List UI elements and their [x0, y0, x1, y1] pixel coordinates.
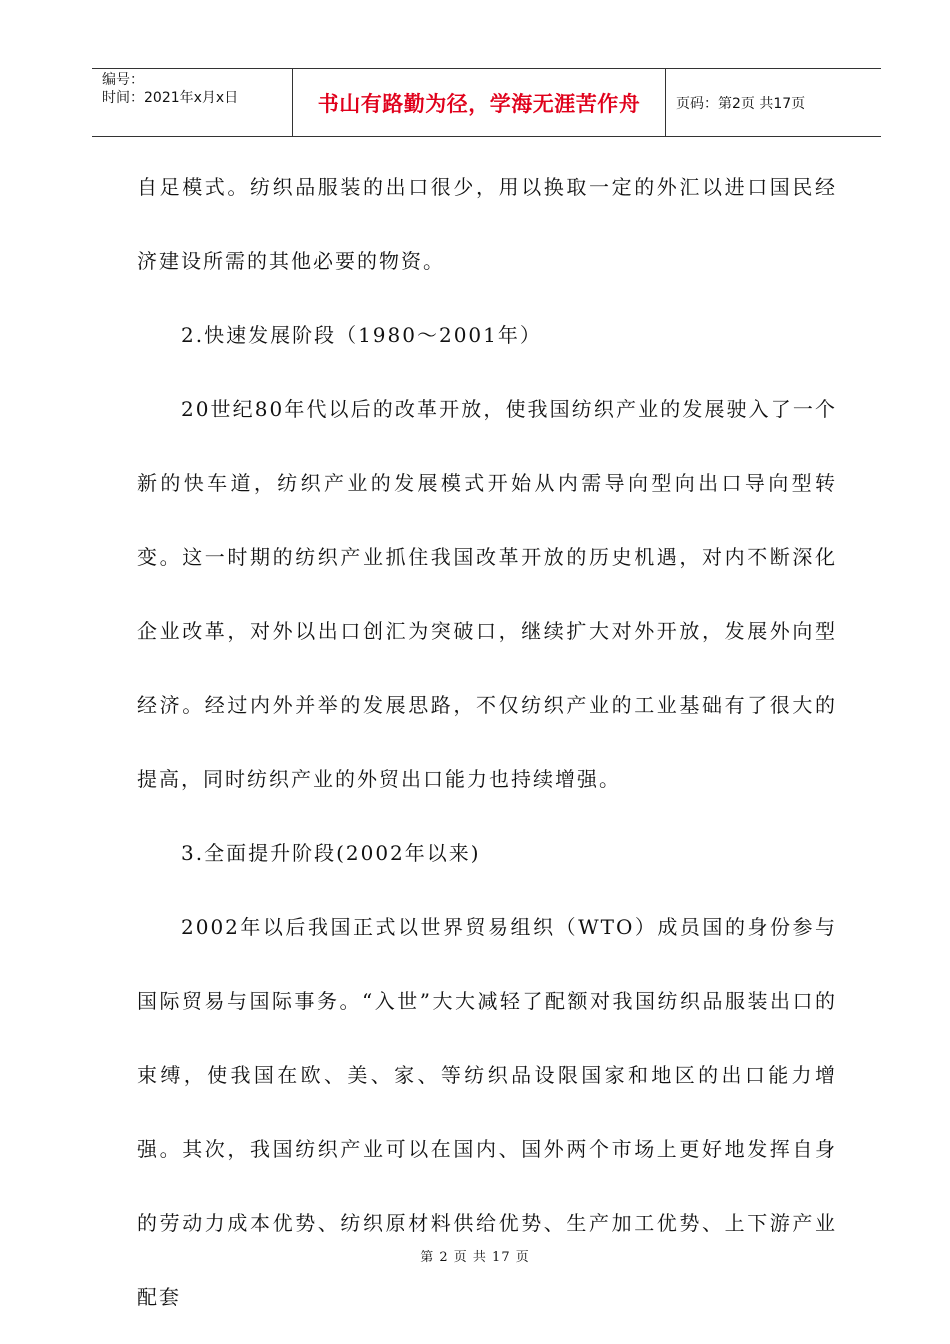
header-meta: [92, 69, 293, 136]
number-label: 编号：: [102, 72, 144, 88]
document-body: [137, 150, 837, 1334]
page-header: [92, 68, 881, 137]
header-page-info: 页码：第2页 共17页: [676, 95, 806, 112]
section-heading-2: 2.快速发展阶段（1980～2001年）: [181, 323, 542, 347]
paragraph-rapid-development: 20世纪80年代以后的改革开放，使我国纺织产业的发展驶入了一个新的快车道，纺织产业的发展模式开始从内需导向型向出口导向型转变。这一时期的纺织产业抓住我国改革开放的历史机遇，对内不断深化企业改革，对外以出口创汇为突破口，继续扩大对外开放，发展外向型经济。经过内外并举的发展思路，不仅纺织产业的工业基础有了很大的提高，同时纺织产业的外贸出口能力也持续增强。: [137, 397, 837, 791]
time-label: 时间：2021年x月x日: [102, 90, 239, 106]
page-footer: 第 2 页 共 17 页: [420, 1250, 530, 1265]
section-heading-3: 3.全面提升阶段(2002年以来): [181, 841, 481, 865]
header-motto: 书山有路勤为径，学海无涯苦作舟: [293, 69, 666, 136]
paragraph-continued: 自足模式。纺织品服装的出口很少，用以换取一定的外汇以进口国民经济建设所需的其他必要的物资。: [137, 175, 837, 273]
paragraph-wto: 2002年以后我国正式以世界贸易组织（WTO）成员国的身份参与国际贸易与国际事务。“入世”大大减轻了配额对我国纺织品服装出口的束缚，使我国在欧、美、家、等纺织品设限国家和地区的出口能力增强。其次，我国纺织产业可以在国内、国外两个市场上更好地发挥自身的劳动力成本优势、纺织原材料供给优势、生产加工优势、上下游产业配套: [137, 915, 837, 1309]
